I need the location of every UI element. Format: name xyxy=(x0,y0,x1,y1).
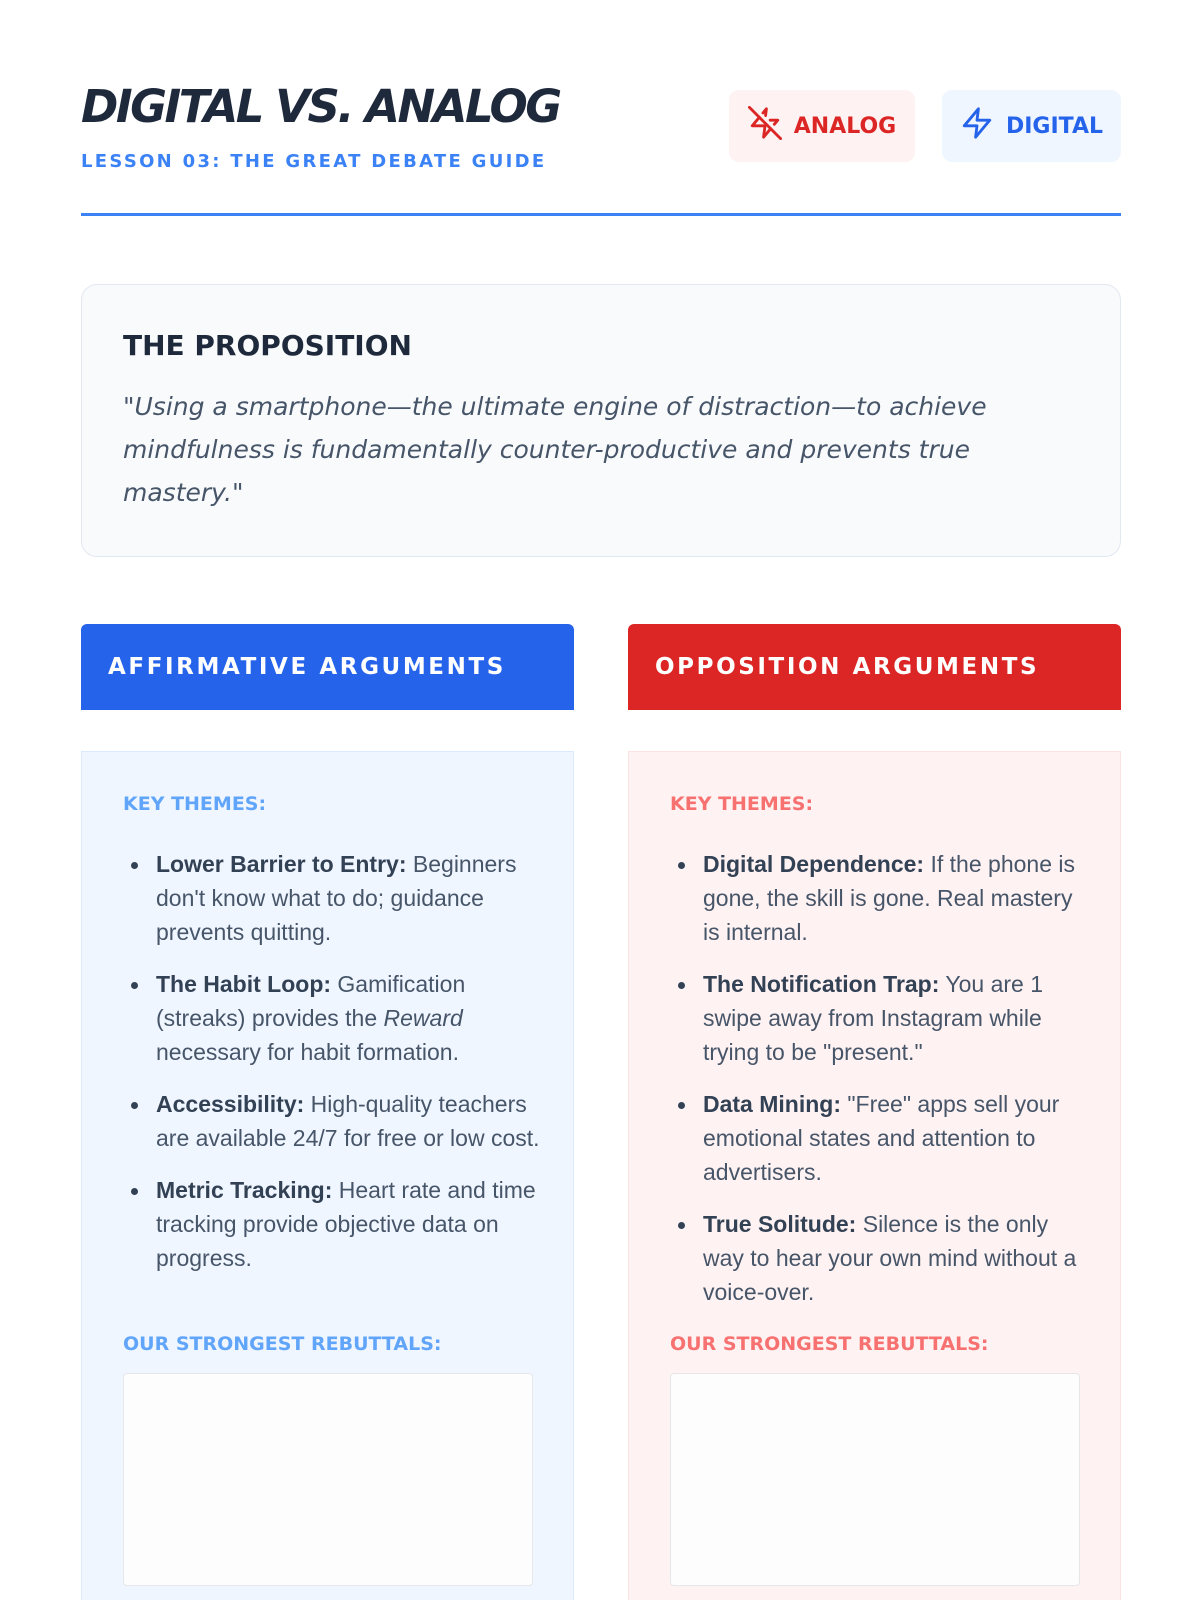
list-item xyxy=(670,1207,1090,1309)
argument-text: Heart rate and time tracking provide objective data on progress. xyxy=(156,1177,536,1271)
argument-term: The Habit Loop: xyxy=(156,971,332,997)
argument-text: Beginners don't know what to do; guidance prevents quitting. xyxy=(156,851,517,945)
list-item xyxy=(123,1087,543,1155)
argument-emphasis: Reward xyxy=(383,1005,463,1031)
opposition-list xyxy=(670,847,1090,1327)
affirmative-rebuttals-box[interactable] xyxy=(123,1373,533,1586)
argument-term: True Solitude: xyxy=(703,1211,857,1237)
key-themes-label: KEY THEMES: xyxy=(670,793,814,815)
argument-term: Accessibility: xyxy=(156,1091,305,1117)
zap-off-icon xyxy=(748,106,782,146)
opposition-column xyxy=(628,751,1121,1600)
opposition-heading: OPPOSITION ARGUMENTS xyxy=(628,624,1121,710)
digital-badge-label: DIGITAL xyxy=(1005,113,1104,139)
analog-badge-label: ANALOG xyxy=(793,113,897,139)
affirmative-heading: AFFIRMATIVE ARGUMENTS xyxy=(81,624,574,710)
key-themes-label: KEY THEMES: xyxy=(123,793,267,815)
argument-term: Digital Dependence: xyxy=(703,851,925,877)
proposition-card xyxy=(81,284,1121,557)
list-item xyxy=(670,967,1090,1069)
analog-badge xyxy=(729,90,915,162)
digital-badge xyxy=(942,90,1121,162)
argument-text: If the phone is gone, the skill is gone. Real mastery is internal. xyxy=(703,851,1075,945)
lesson-subtitle: LESSON 03: THE GREAT DEBATE GUIDE xyxy=(81,151,547,172)
page-title: DIGITAL VS. ANALOG xyxy=(81,80,560,133)
argument-term: Lower Barrier to Entry: xyxy=(156,851,407,877)
argument-text: High-quality teachers are available 24/7 for free or low cost. xyxy=(156,1091,540,1151)
rebuttals-label: OUR STRONGEST REBUTTALS: xyxy=(670,1333,989,1355)
argument-text: Gamification (streaks) provides the xyxy=(156,971,466,1031)
argument-term: Metric Tracking: xyxy=(156,1177,333,1203)
argument-text: You are 1 swipe away from Instagram while trying to be "present." xyxy=(703,971,1043,1065)
list-item xyxy=(670,1087,1090,1189)
affirmative-column xyxy=(81,751,574,1600)
list-item xyxy=(123,967,543,1069)
argument-text: Silence is the only way to hear your own mind without a voice-over. xyxy=(703,1211,1077,1305)
opposition-rebuttals-box[interactable] xyxy=(670,1373,1080,1586)
argument-term: Data Mining: xyxy=(703,1091,841,1117)
argument-text: necessary for habit formation. xyxy=(156,1039,459,1065)
proposition-title: THE PROPOSITION xyxy=(123,329,412,362)
affirmative-list xyxy=(123,847,543,1293)
header-divider xyxy=(81,213,1121,216)
rebuttals-label: OUR STRONGEST REBUTTALS: xyxy=(123,1333,442,1355)
proposition-quote: "Using a smartphone—the ultimate engine of distraction—to achieve mindfulness is fundamentally counter-productive and prevents true mastery." xyxy=(123,392,987,507)
argument-term: The Notification Trap: xyxy=(703,971,940,997)
argument-text: "Free" apps sell your emotional states and attention to advertisers. xyxy=(703,1091,1060,1185)
zap-icon xyxy=(960,106,994,146)
page-header xyxy=(81,78,1121,218)
list-item xyxy=(123,847,543,949)
list-item xyxy=(123,1173,543,1275)
list-item xyxy=(670,847,1090,949)
